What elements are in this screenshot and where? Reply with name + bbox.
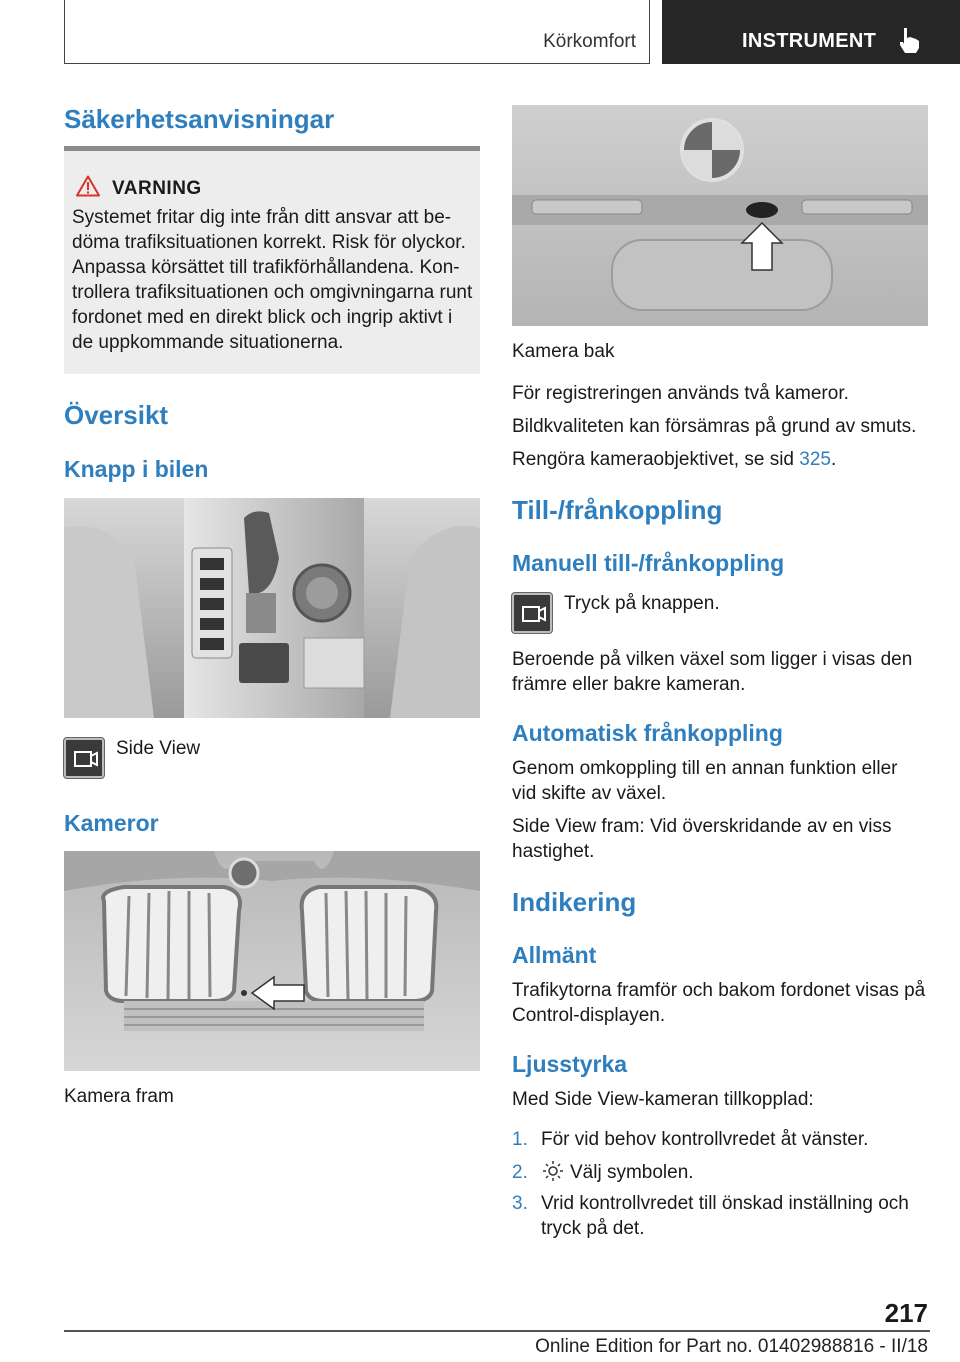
general-line: Trafikytorna framför och bakom fordonet visas på — [512, 980, 926, 1001]
step-text: Välj symbolen. — [570, 1162, 694, 1183]
rear-camera-caption: Kamera bak — [512, 341, 615, 362]
auto-line: Genom omkoppling till en annan funktion eller — [512, 758, 898, 779]
clean-lens-post: . — [830, 449, 837, 470]
step-line: Vrid kontrollvredet till önskad inställning och — [541, 1193, 909, 1214]
general-text — [512, 978, 925, 1028]
warning-title: VARNING — [112, 178, 202, 199]
step-text: För vid behov kontrollvredet åt vänster. — [541, 1129, 869, 1150]
speed-text — [512, 814, 891, 864]
header-chapter-label: INSTRUMENT — [742, 30, 877, 52]
warning-box — [64, 146, 480, 374]
rear-camera-image — [512, 105, 928, 326]
warning-triangle-icon — [76, 175, 100, 197]
auto-line: vid skifte av växel. — [512, 783, 667, 804]
clean-lens-text — [512, 447, 836, 472]
warning-text — [72, 205, 476, 355]
page-number: 217 — [884, 1298, 928, 1328]
header-section-title: Körkomfort — [543, 31, 636, 52]
center-console-image — [64, 498, 480, 718]
footer-divider — [64, 1330, 930, 1332]
step-number: 2. — [512, 1162, 528, 1183]
step-number: 1. — [512, 1129, 528, 1150]
warning-line: Systemet fritar dig inte från ditt ansvar att be- — [72, 207, 452, 228]
step-number: 3. — [512, 1193, 528, 1214]
brightness-heading: Ljusstyrka — [512, 1051, 628, 1077]
header-chapter-tab[interactable] — [662, 0, 960, 64]
general-heading: Allmänt — [512, 942, 597, 968]
pointing-hand-icon — [896, 26, 922, 54]
front-camera-image — [64, 851, 480, 1071]
warning-line: de uppkommande situationerna. — [72, 332, 344, 353]
image-quality-text: Bildkvaliteten kan försämras på grund av smuts. — [512, 416, 917, 437]
side-view-label: Side View — [116, 738, 201, 759]
side-view-button-icon — [512, 593, 552, 633]
cameras-heading: Kameror — [64, 810, 159, 836]
page-link-325[interactable]: 325 — [799, 449, 831, 470]
front-camera-caption: Kamera fram — [64, 1086, 174, 1107]
warning-line: döma trafiksituationen korrekt. Risk för olyckor. — [72, 232, 466, 253]
speed-line: hastighet. — [512, 841, 595, 862]
safety-heading: Säkerhetsanvisningar — [64, 104, 335, 134]
gear-line: Beroende på vilken växel som ligger i visas den — [512, 649, 913, 670]
overview-heading: Översikt — [64, 400, 169, 430]
clean-lens-pre: Rengöra kameraobjektivet, se sid — [512, 449, 800, 470]
warning-line: trollera trafiksituationen och omgivningarna runt — [72, 282, 473, 303]
onoff-heading: Till-/frånkoppling — [512, 495, 723, 525]
indication-heading: Indikering — [512, 887, 637, 917]
button-in-car-heading: Knapp i bilen — [64, 456, 209, 482]
auto-off-text — [512, 756, 898, 806]
footer-edition: Online Edition for Part no. 01402988816 - II/18 — [535, 1336, 928, 1357]
two-cameras-text: För registreringen används två kameror. — [512, 383, 849, 404]
general-line: Control-displayen. — [512, 1005, 666, 1026]
side-view-button-icon — [64, 738, 104, 778]
gear-text — [512, 647, 912, 697]
press-button-text: Tryck på knappen. — [564, 593, 720, 614]
step-text — [541, 1191, 909, 1241]
warning-line: Anpassa körsättet till trafikförhållandena. Kon- — [72, 257, 460, 278]
auto-off-heading: Automatisk frånkoppling — [512, 720, 783, 746]
gear-line: främre eller bakre kameran. — [512, 674, 746, 695]
manual-onoff-heading: Manuell till-/frånkoppling — [512, 550, 785, 576]
speed-line: Side View fram: Vid överskridande av en viss — [512, 816, 892, 837]
brightness-sun-icon — [542, 1160, 564, 1182]
step-line: tryck på det. — [541, 1218, 645, 1239]
brightness-intro: Med Side View-kameran tillkopplad: — [512, 1089, 814, 1110]
warning-line: fordonet med en direkt blick och ingrip aktivt i — [72, 307, 453, 328]
